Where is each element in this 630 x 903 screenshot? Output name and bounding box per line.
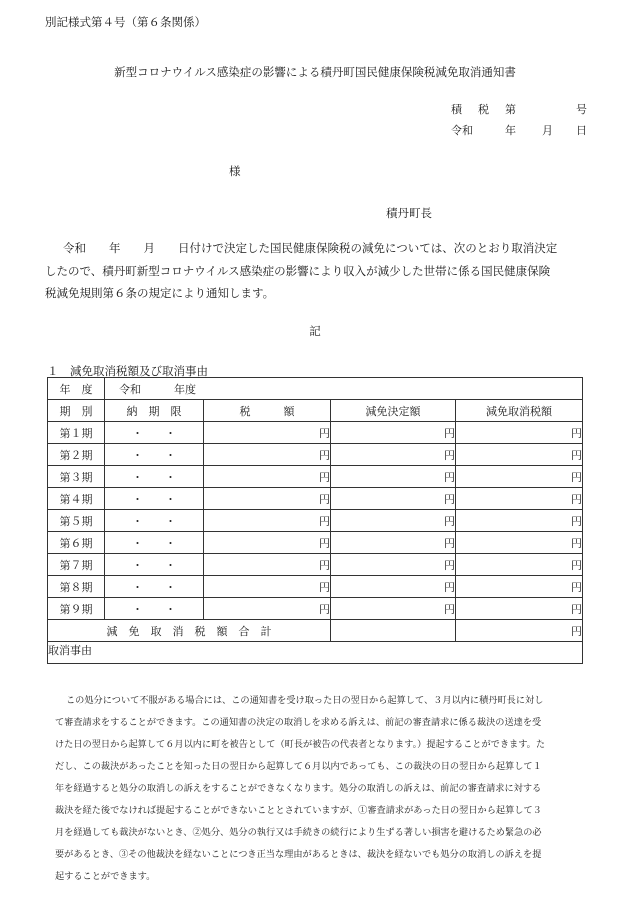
table-row	[48, 598, 583, 620]
tax-amount-cell: 円	[204, 510, 331, 532]
cancelled-reduction-cell: 円	[456, 532, 583, 554]
due-date-cell: ・ ・	[105, 598, 204, 620]
cancelled-reduction-cell: 円	[456, 444, 583, 466]
date-day: 日	[576, 124, 587, 137]
body-text-line: 令和 年 月 日付けで決定した国民健康保険税の減免については、次のとおり取消決定	[63, 241, 558, 255]
reason-row	[48, 642, 583, 664]
due-date-cell: ・ ・	[105, 532, 204, 554]
cancelled-reduction-cell: 円	[456, 488, 583, 510]
due-date-cell: ・ ・	[105, 444, 204, 466]
decided-reduction-cell: 円	[331, 422, 456, 444]
period-cell: 第１期	[48, 422, 105, 444]
column-header-cancelled-reduction: 減免取消税額	[456, 400, 583, 422]
period-cell: 第８期	[48, 576, 105, 598]
total-label: 減 免 取 消 税 額 合 計	[48, 620, 331, 642]
cancelled-reduction-cell: 円	[456, 576, 583, 598]
notice-line: この処分について不服がある場合には、この通知書を受け取った日の翌日から起算して、３月以内に積丹町長に対し	[66, 695, 544, 706]
reference-char: 号	[576, 103, 587, 116]
recipient-honorific: 様	[229, 164, 241, 178]
total-row	[48, 620, 583, 642]
cancelled-reduction-cell: 円	[456, 598, 583, 620]
body-text-line: したので、積丹町新型コロナウイルス感染症の影響により収入が減少した世帯に係る国民健康保険	[45, 264, 551, 278]
decided-reduction-cell: 円	[331, 488, 456, 510]
reference-char: 積	[451, 103, 462, 116]
table-row	[48, 554, 583, 576]
due-date-cell: ・ ・	[105, 510, 204, 532]
notice-line: 月を経過しても裁決がないとき、②処分、処分の執行又は手続きの続行により生ずる著しい損害を避けるため緊急の必	[55, 827, 542, 838]
ki-marker: 記	[309, 324, 321, 338]
table-row	[48, 532, 583, 554]
tax-amount-cell: 円	[204, 598, 331, 620]
due-date-cell: ・ ・	[105, 466, 204, 488]
fiscal-year-value: 令和 年度	[105, 378, 583, 400]
form-number: 別記様式第４号（第６条関係）	[45, 15, 206, 29]
total-blank-cell	[331, 620, 456, 642]
reference-char: 税	[478, 103, 489, 116]
due-date-cell: ・ ・	[105, 554, 204, 576]
fiscal-year-row	[48, 378, 583, 400]
table-row	[48, 444, 583, 466]
decided-reduction-cell: 円	[331, 554, 456, 576]
column-header-tax-amount: 税 額	[204, 400, 331, 422]
fiscal-year-label: 年 度	[48, 378, 105, 400]
cancelled-reduction-cell: 円	[456, 510, 583, 532]
decided-reduction-cell: 円	[331, 466, 456, 488]
period-cell: 第７期	[48, 554, 105, 576]
decided-reduction-cell: 円	[331, 510, 456, 532]
tax-amount-cell: 円	[204, 576, 331, 598]
notice-line: 裁決を経た後でなければ提起することができないこととされていますが、①審査請求があった日の翌日から起算して３	[55, 805, 542, 816]
cancelled-reduction-cell: 円	[456, 554, 583, 576]
column-header-due-date: 納 期 限	[105, 400, 204, 422]
table-row	[48, 576, 583, 598]
due-date-cell: ・ ・	[105, 488, 204, 510]
date-year: 年	[505, 124, 516, 137]
table-row	[48, 466, 583, 488]
due-date-cell: ・ ・	[105, 422, 204, 444]
period-cell: 第３期	[48, 466, 105, 488]
notice-line: 要があるとき、③その他裁決を経ないことにつき正当な理由があるときは、裁決を経ないでも処分の取消しの訴えを提	[55, 849, 542, 860]
document-title: 新型コロナウイルス感染症の影響による積丹町国民健康保険税減免取消通知書	[114, 65, 516, 79]
decided-reduction-cell: 円	[331, 532, 456, 554]
notice-line: 年を経過すると処分の取消しの訴えをすることができなくなります。処分の取消しの訴えは、前記の審査請求に対する	[55, 783, 542, 794]
table-row	[48, 488, 583, 510]
tax-amount-cell: 円	[204, 466, 331, 488]
reference-char: 第	[505, 103, 516, 116]
cancelled-reduction-cell: 円	[456, 422, 583, 444]
decided-reduction-cell: 円	[331, 576, 456, 598]
table-row	[48, 422, 583, 444]
period-cell: 第５期	[48, 510, 105, 532]
tax-amount-cell: 円	[204, 554, 331, 576]
appeal-notice	[55, 692, 595, 882]
issuer-name: 積丹町長	[386, 206, 432, 220]
column-header-decided-reduction: 減免決定額	[331, 400, 456, 422]
tax-amount-cell: 円	[204, 488, 331, 510]
period-cell: 第６期	[48, 532, 105, 554]
tax-amount-cell: 円	[204, 422, 331, 444]
cancellation-reason-label: 取消事由	[48, 644, 92, 657]
tax-amount-cell: 円	[204, 444, 331, 466]
date-month: 月	[542, 124, 553, 137]
notice-line: だし、この裁決があったことを知った日の翌日から起算して６月以内であっても、この裁決の日の翌日から起算して１	[55, 761, 542, 772]
column-header-period: 期 別	[48, 400, 105, 422]
reduction-cancellation-table	[47, 377, 583, 664]
due-date-cell: ・ ・	[105, 576, 204, 598]
date-era: 令和	[451, 124, 473, 137]
period-cell: 第９期	[48, 598, 105, 620]
cancellation-reason-field	[48, 642, 583, 664]
total-yen-cell: 円	[456, 620, 583, 642]
table-row	[48, 510, 583, 532]
decided-reduction-cell: 円	[331, 598, 456, 620]
notice-line: 起することができます。	[55, 871, 156, 882]
section-heading: １ 減免取消税額及び取消事由	[47, 364, 208, 378]
period-cell: 第４期	[48, 488, 105, 510]
header-row	[48, 400, 583, 422]
notice-line: て審査請求をすることができます。この通知書の決定の取消しを求める訴えは、前記の審査請求に係る裁決の送達を受	[55, 717, 542, 728]
cancelled-reduction-cell: 円	[456, 466, 583, 488]
period-cell: 第２期	[48, 444, 105, 466]
tax-amount-cell: 円	[204, 532, 331, 554]
notice-line: けた日の翌日から起算して６月以内に町を被告として（町長が被告の代表者となります。）提起することができます。た	[55, 739, 546, 750]
body-text-line: 税減免規則第６条の規定により通知します。	[45, 286, 275, 300]
decided-reduction-cell: 円	[331, 444, 456, 466]
